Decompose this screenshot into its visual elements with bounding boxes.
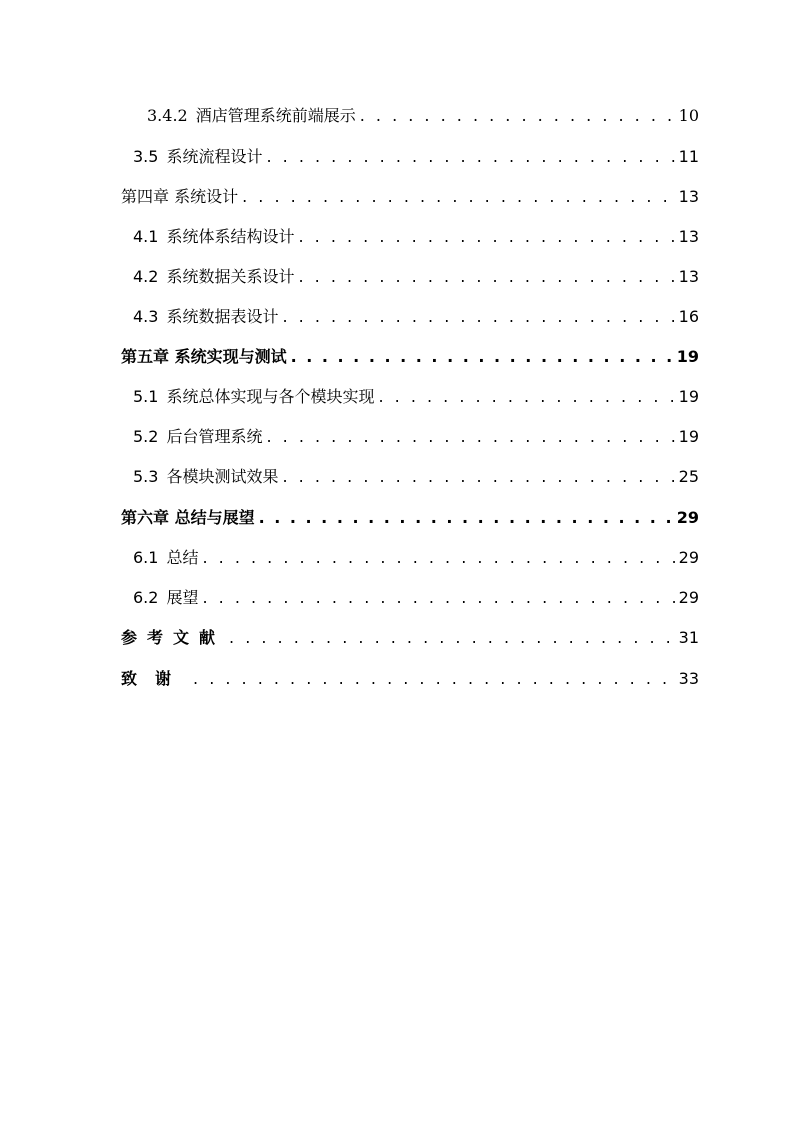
toc-dot-leader [298,265,674,289]
toc-entry-acknowledgements[interactable] [121,667,699,691]
toc-dot-leader [360,104,675,128]
toc-entry-4-1[interactable] [133,225,699,249]
toc-entry-number: 5.2 [133,427,159,446]
toc-entry-page: 25 [678,467,699,486]
toc-dot-leader [282,465,674,489]
toc-dot-leader [259,506,673,530]
toc-entry-page: 29 [678,548,699,567]
toc-entry-title: 参考文献 [121,628,226,647]
toc-entry-title: 第六章 总结与展望 [121,508,255,527]
toc-entry-title: 各模块测试效果 [166,467,279,486]
toc-dot-leader [266,425,674,449]
toc-entry-chapter-4[interactable] [121,185,699,209]
toc-dot-leader [266,145,674,169]
toc-entry-references[interactable] [121,626,699,650]
toc-dot-leader [282,305,674,329]
toc-entry-number: 3.5 [133,147,159,166]
toc-entry-6-1[interactable] [133,546,699,570]
toc-entry-page: 29 [678,588,699,607]
toc-entry-3-5[interactable] [133,145,699,169]
toc-dot-leader [242,185,675,209]
toc-entry-page: 19 [678,387,699,406]
toc-entry-page: 16 [678,307,699,326]
toc-entry-3-4-2[interactable] [147,104,699,128]
toc-entry-title: 后台管理系统 [166,427,263,446]
toc-entry-4-2[interactable] [133,265,699,289]
toc-entry-page: 10 [678,106,699,125]
toc-entry-page: 19 [678,427,699,446]
toc-entry-page: 29 [676,508,699,527]
toc-entry-6-2[interactable] [133,586,699,610]
toc-entry-title: 系统数据关系设计 [166,267,295,286]
toc-entry-title: 展望 [166,588,199,607]
toc-entry-page: 33 [678,669,699,688]
toc-entry-number: 6.2 [133,588,159,607]
toc-entry-title: 第五章 系统实现与测试 [121,347,287,366]
toc-entry-title: 系统流程设计 [166,147,263,166]
toc-dot-leader [291,345,673,369]
toc-entry-number: 3.4.2 [147,106,188,125]
toc-dot-leader [378,385,674,409]
toc-entry-title: 酒店管理系统前端展示 [195,106,356,125]
toc-entry-4-3[interactable] [133,305,699,329]
toc-entry-number: 4.1 [133,227,159,246]
toc-entry-number: 6.1 [133,548,159,567]
toc-entry-number: 4.2 [133,267,159,286]
toc-entry-number: 5.3 [133,467,159,486]
toc-entry-title: 第四章 系统设计 [121,187,239,206]
toc-entry-page: 11 [678,147,699,166]
toc-entry-page: 13 [678,187,699,206]
toc-dot-leader [202,586,674,610]
toc-entry-5-2[interactable] [133,425,699,449]
toc-entry-5-1[interactable] [133,385,699,409]
toc-entry-page: 13 [678,267,699,286]
toc-entry-title: 系统总体实现与各个模块实现 [166,387,375,406]
toc-entry-title: 致谢 [121,669,190,688]
toc-dot-leader [229,626,675,650]
toc-entry-title: 系统数据表设计 [166,307,279,326]
toc-entry-title: 总结 [166,548,199,567]
toc-entry-chapter-6[interactable] [121,506,699,530]
toc-entry-page: 13 [678,227,699,246]
toc-entry-chapter-5[interactable] [121,345,699,369]
toc-dot-leader [193,667,675,691]
toc-entry-title: 系统体系结构设计 [166,227,295,246]
toc-entry-5-3[interactable] [133,465,699,489]
toc-entry-number: 4.3 [133,307,159,326]
toc-entry-page: 19 [676,347,699,366]
toc-dot-leader [298,225,674,249]
toc-dot-leader [202,546,674,570]
toc-entry-page: 31 [678,628,699,647]
toc-entry-number: 5.1 [133,387,159,406]
